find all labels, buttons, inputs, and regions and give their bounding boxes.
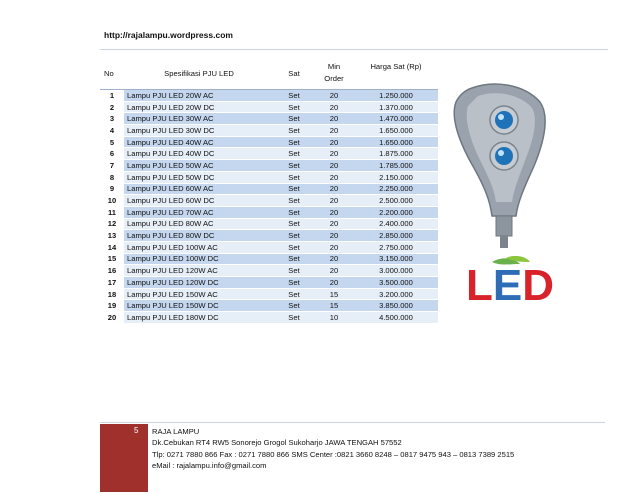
table-row [100,183,438,195]
row-price: 2.400.000 [354,218,438,230]
header-min-order [314,57,354,90]
row-min-order: 20 [314,136,354,148]
row-sat: Set [274,253,314,265]
row-min-order: 20 [314,113,354,125]
row-min-order: 20 [314,277,354,289]
footer-phone: Tlp: 0271 7880 866 Fax : 0271 7880 866 SMS Center :0821 3660 8248 – 0817 9475 943 – 0813 7389 2515 [152,449,515,459]
table-row [100,241,438,253]
table-row [100,277,438,289]
table-row [100,218,438,230]
row-price: 1.470.000 [354,113,438,125]
row-spec: Lampu PJU LED 20W DC [124,101,274,113]
row-sat: Set [274,90,314,102]
row-min-order: 20 [314,125,354,137]
row-no: 6 [100,148,124,160]
row-no: 1 [100,90,124,102]
row-min-order: 10 [314,312,354,323]
row-sat: Set [274,125,314,137]
header-no: No [100,57,124,90]
table-row [100,195,438,207]
row-no: 12 [100,218,124,230]
price-table [100,57,438,323]
row-min-order: 15 [314,300,354,312]
table-row [100,171,438,183]
row-no: 8 [100,171,124,183]
row-min-order: 20 [314,195,354,207]
table-header-row [100,57,438,90]
row-min-order: 20 [314,253,354,265]
table-row [100,288,438,300]
row-spec: Lampu PJU LED 40W AC [124,136,274,148]
table-row [100,101,438,113]
row-spec: Lampu PJU LED 150W AC [124,288,274,300]
row-price: 1.785.000 [354,160,438,172]
table-row [100,113,438,125]
footer-page-box [100,424,148,492]
row-sat: Set [274,277,314,289]
row-spec: Lampu PJU LED 50W AC [124,160,274,172]
row-min-order: 20 [314,206,354,218]
row-no: 11 [100,206,124,218]
row-no: 5 [100,136,124,148]
street-light-image [444,82,564,250]
row-no: 19 [100,300,124,312]
footer-company: RAJA LAMPU [152,427,200,436]
row-no: 17 [100,277,124,289]
row-price: 2.850.000 [354,230,438,242]
row-spec: Lampu PJU LED 80W AC [124,218,274,230]
row-no: 15 [100,253,124,265]
row-min-order: 15 [314,288,354,300]
header-min-order-line2: Order [324,74,344,83]
row-sat: Set [274,218,314,230]
row-spec: Lampu PJU LED 120W AC [124,265,274,277]
row-min-order: 20 [314,183,354,195]
header-url: http://rajalampu.wordpress.com [104,30,233,40]
row-sat: Set [274,148,314,160]
header-spec: Spesifikasi PJU LED [124,57,274,90]
led-module-1 [490,106,518,134]
footer-contact [152,426,514,471]
row-spec: Lampu PJU LED 180W DC [124,312,274,323]
row-price: 3.200.000 [354,288,438,300]
row-price: 2.250.000 [354,183,438,195]
row-price: 3.500.000 [354,277,438,289]
row-no: 9 [100,183,124,195]
page-number: 5 [134,426,139,435]
footer-divider [100,422,605,423]
table-row [100,300,438,312]
table-row [100,90,438,102]
row-no: 13 [100,230,124,242]
row-spec: Lampu PJU LED 150W DC [124,300,274,312]
table-row [100,312,438,323]
row-price: 2.200.000 [354,206,438,218]
table-row [100,230,438,242]
row-sat: Set [274,288,314,300]
logo-text: LED [465,261,555,304]
row-no: 2 [100,101,124,113]
row-min-order: 20 [314,148,354,160]
led-logo [440,256,580,304]
table-row [100,265,438,277]
row-price: 1.370.000 [354,101,438,113]
row-no: 14 [100,241,124,253]
row-price: 1.875.000 [354,148,438,160]
header-divider [100,49,608,50]
row-sat: Set [274,136,314,148]
table-row [100,253,438,265]
row-price: 4.500.000 [354,312,438,323]
row-no: 10 [100,195,124,207]
row-price: 1.650.000 [354,136,438,148]
row-no: 18 [100,288,124,300]
row-no: 16 [100,265,124,277]
row-sat: Set [274,113,314,125]
row-sat: Set [274,171,314,183]
row-spec: Lampu PJU LED 30W AC [124,113,274,125]
row-no: 3 [100,113,124,125]
row-sat: Set [274,101,314,113]
row-spec: Lampu PJU LED 70W AC [124,206,274,218]
row-price: 2.150.000 [354,171,438,183]
row-price: 1.650.000 [354,125,438,137]
row-spec: Lampu PJU LED 80W DC [124,230,274,242]
row-no: 4 [100,125,124,137]
row-sat: Set [274,312,314,323]
row-spec: Lampu PJU LED 60W AC [124,183,274,195]
row-min-order: 20 [314,171,354,183]
table-row [100,136,438,148]
table-row [100,148,438,160]
row-spec: Lampu PJU LED 20W AC [124,90,274,102]
row-price: 3.850.000 [354,300,438,312]
row-price: 2.750.000 [354,241,438,253]
row-price: 2.500.000 [354,195,438,207]
row-sat: Set [274,300,314,312]
row-price: 3.150.000 [354,253,438,265]
row-spec: Lampu PJU LED 100W DC [124,253,274,265]
row-sat: Set [274,195,314,207]
header-price: Harga Sat (Rp) [354,57,438,90]
row-sat: Set [274,265,314,277]
row-price: 3.000.000 [354,265,438,277]
row-price: 1.250.000 [354,90,438,102]
table-body [100,90,438,323]
header-min-order-line1: Min [327,62,341,71]
row-spec: Lampu PJU LED 60W DC [124,195,274,207]
row-min-order: 20 [314,90,354,102]
row-spec: Lampu PJU LED 100W AC [124,241,274,253]
row-sat: Set [274,183,314,195]
row-sat: Set [274,241,314,253]
row-no: 20 [100,312,124,323]
row-no: 7 [100,160,124,172]
row-min-order: 20 [314,241,354,253]
table-row [100,160,438,172]
row-sat: Set [274,206,314,218]
row-min-order: 20 [314,160,354,172]
header-sat: Sat [274,57,314,90]
table-row [100,125,438,137]
row-min-order: 20 [314,230,354,242]
row-sat: Set [274,160,314,172]
row-spec: Lampu PJU LED 30W DC [124,125,274,137]
lamp-mount [496,216,512,236]
row-sat: Set [274,230,314,242]
row-min-order: 20 [314,218,354,230]
footer-email: eMail : rajalampu.info@gmail.com [152,460,267,470]
lamp-pole-stub [500,236,508,248]
row-spec: Lampu PJU LED 120W DC [124,277,274,289]
table-row [100,206,438,218]
led-module-2 [490,142,518,170]
footer-address: Dk.Cebukan RT4 RW5 Sonorejo Grogol Sukoharjo JAWA TENGAH 57552 [152,438,402,448]
row-spec: Lampu PJU LED 40W DC [124,148,274,160]
row-spec: Lampu PJU LED 50W DC [124,171,274,183]
row-min-order: 20 [314,265,354,277]
row-min-order: 20 [314,101,354,113]
